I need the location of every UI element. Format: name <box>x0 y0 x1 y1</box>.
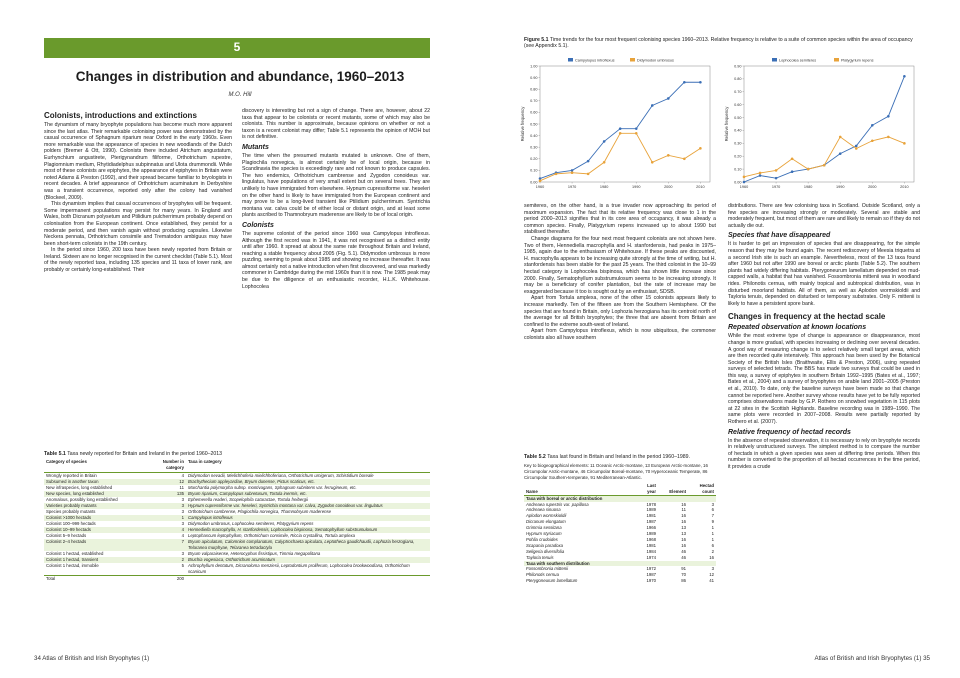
data-point <box>603 161 606 164</box>
count-cell: 4 <box>156 527 186 533</box>
year-cell: 1981 <box>646 542 656 548</box>
total-label: Total <box>44 576 156 583</box>
year-cell: 1972 <box>646 566 656 572</box>
plot-frame <box>744 66 914 182</box>
count-cell: 11 <box>179 484 184 490</box>
paragraph: The supreme colonist of the period since 1960 was Campylopus introflexus. Although the first record was in 1941, it was not recognised as a distinct entity until after 1960. It spread at about the same rate throughout Britain and Ireland, reaching a stable frequency about 2005 (Fig. 5.1). Didymodon umbrosus is more puzzling, seeming to peak about 1985 and showing no increase thereafter. It was almost certainly not a native introduction when first discovered, and was markedly commoner in Cambridge during the mid 1960s than it is now. The 1985 peak may be due to the diligence of an enthusiastic recorder, H.L.K. Whitehouse. Lophocolea <box>242 230 430 290</box>
name-cell: Hypnum styriacum <box>526 531 562 537</box>
category-cell: Colonist 1 hectad, immobile <box>46 563 99 569</box>
col-header: Category of species <box>44 459 156 472</box>
category-cell: New species, long established <box>44 491 156 497</box>
name-cell: Fossombronia mittenii <box>526 566 569 572</box>
year-cell: 1974 <box>646 554 656 560</box>
series-line <box>744 137 904 177</box>
right-column-1 <box>524 203 716 341</box>
col-header: Number in category <box>156 459 186 472</box>
data-point <box>571 169 574 172</box>
count-cell: 41 <box>709 578 714 584</box>
category-cell: Varieties probably mutants <box>44 503 156 509</box>
element-cell: 13 <box>681 531 686 537</box>
name-cell: Pterygoneurum lamellatum <box>526 578 578 584</box>
y-tick-label: 0.80 <box>530 87 538 92</box>
data-point <box>699 81 702 84</box>
data-point <box>743 176 746 179</box>
data-point <box>839 136 842 139</box>
paragraph: In the period since 1960, 200 taxa have been newly reported from Britain or Ireland. Sixteen are no longer recognised in the current checklist (Table 5.1). Most of the newly reported taxa, including 135 species and 11 taxa of lower rank, are probably or certainly long-established. Their <box>44 247 232 274</box>
table-5-1 <box>44 451 430 582</box>
table-5-2 <box>524 454 716 584</box>
name-cell: Aplodon wormskioldii <box>526 513 567 519</box>
count-cell: 3 <box>181 496 184 502</box>
table-group: Taxa with boreal or arctic distribution <box>524 495 716 501</box>
count-cell: 4 <box>181 472 184 478</box>
count-cell: 3 <box>181 508 184 514</box>
paragraph: It is harder to get an impression of species that are disappearing, for the simple reason that they may be found again. The recent rediscovery of Meesia triquetra at a second Irish site is such an example. Nevertheless, most of the 13 taxa found after 1960 but not after 1990 are boreal or arctic plants (Table 5.2). The southern plants had widely differing habitats. Pterygoneurum lamellatum depended on mud-capped walls, a habitat that has vanished. Fossombronia mittenii was in woodland rides. Philonotis cernua, with mainly tropical and subtropical distribution, was in disturbed moorland habitats. All of them, as well as Aplodon wormskioldii and Tayloria tenuis, depended on disturbed or temporary substrates. Only F. mittenii is likely to have a persistent spore bank. <box>728 241 920 307</box>
heading-repeated-observation: Repeated observation at known locations <box>728 324 867 332</box>
name-cell: Dicranum elongatum <box>526 519 566 525</box>
taxa-cell: Didymodon umbrosus, Lophocolea semiteres, Platygyrium repens <box>188 520 314 526</box>
legend-swatch <box>630 58 635 62</box>
y-tick-label: 0.30 <box>530 145 538 150</box>
count-cell: 5 <box>181 563 184 569</box>
paragraph: Change diagrams for the four next most frequent colonists are not shown here. Two of them, Hennediella macrophylla and H. stanfordensis, had peaks in 1975–1985, again due to the enthusiasm of Whitehouse. If these peaks are discounted, H. macrophylla appears to be increasing quite strongly at the time of writing, but H. stanfordensis has been stable for the past 25 years. The third colonist in the 10–99 hectad category is Lophocolea bispinosa, which has shown little increase since 2000. Finally, Sematophyllum substrumulosum seems to be increasing strongly. It may be a beneficiary of conifer plantation, but the rate of increase may be exaggerated because it too is sought out by an enthusiast, SDSB. <box>524 235 716 295</box>
table-5-2-grid <box>524 483 716 584</box>
heading-colonists-introductions: Colonists, introductions and extinctions <box>44 111 197 120</box>
year-cell: 1968 <box>646 536 656 542</box>
y-axis-label: Relative frequency <box>520 106 525 142</box>
paragraph: In the absence of repeated observation, it is necessary to rely on bryophyte records in relatively unstructured surveys. The simplest method is to compare the number of hectads in which a given species was seen at differing time periods. When this number is converted to the proportion of all hectad occurrences in the time period, it provides a crude <box>728 437 920 470</box>
year-cell: 1970 <box>646 578 656 584</box>
x-tick-label: 1970 <box>771 185 781 189</box>
x-tick-label: 1980 <box>803 185 813 189</box>
left-column-2 <box>242 108 430 290</box>
data-point <box>743 181 746 184</box>
y-axis-label: Relative frequency <box>724 106 729 142</box>
name-cell: Seligeria diversifolia <box>526 548 565 554</box>
paragraph: semiteres, on the other hand, is a true invader now approaching its period of maximum expansion. The fact that its relative frequency was close to 1 in the period 2000–2013 signifies that in its core area of occupancy, it was already a common species. Finally, Platygyrium repens increased up to about 1990 but stabilised thereafter. <box>524 203 716 236</box>
left-column-1 <box>44 108 232 274</box>
element-cell: 46 <box>681 548 686 554</box>
data-point <box>651 104 654 107</box>
x-tick-label: 2000 <box>868 185 877 189</box>
count-cell: 7 <box>711 513 714 519</box>
taxa-cell: Orthotrichum cambrense, Plagiochila norvegica, Thamnobryum maderense <box>188 508 332 514</box>
category-cell: Colonist 5–9 hectads <box>46 532 87 538</box>
taxa-cell: Bruchia vogesiaca, Orthotrichum acuminatum <box>186 557 430 563</box>
legend-label: Campylopus introflexus <box>575 58 615 63</box>
table-caption-label: Table 5.1 <box>44 451 66 457</box>
year-cell: 1987 <box>646 519 656 525</box>
data-point <box>887 136 890 139</box>
paragraph: While the most extreme type of change is appearance or disappearance, most change is more gradual, with species increasing or declining over several decades. A good way of measuring change is to select relatively small target areas, which are then recorded quite intensively. This approach has been used by the Botanical Society of the British Isles (Braithwaite, Ellis & Preston, 2006), using repeated surveys of selected tetrads. The BBS has made two surveys that could be used in this way, a survey of epiphytes in southern Britain 1992–1995 (Bates et al., 1997; Bates et al., 2004) and a survey of bryophytes on arable land 2001–2005 (Preston et al., 2010). To date, only the baseline surveys have been made so that change cannot be reported here. Another survey whose results have yet to be fully reported comprises observations made by G.P. Rothero on snowbed vegetation in 115 plots at 22 sites in the Scottish Highlands. Baseline recording was in 1989–1990. The same plots were recorded in 2007–2008. Results were partially reported by Rothero et al. (2007). <box>728 333 920 426</box>
footer-right: Atlas of British and Irish Bryophytes (1) 35 <box>814 655 930 662</box>
count-cell: 6 <box>711 507 714 513</box>
table-row <box>44 563 430 576</box>
taxa-cell: Brachythecium appleyardiae, Bryum dunense, Pictus scaticus, etc. <box>186 479 430 485</box>
table-caption-text: Taxa newly reported for Britain and Ireland in the period 1960–2013 <box>67 451 223 457</box>
count-cell: 16 <box>709 554 714 560</box>
category-cell: Colonist 10–99 hectads <box>44 527 156 533</box>
count-cell: 3 <box>181 520 184 526</box>
data-point <box>775 177 778 180</box>
heading-relative-frequency: Relative frequency of hectad records <box>728 428 851 436</box>
data-point <box>791 170 794 173</box>
y-tick-label: 0.20 <box>530 157 538 162</box>
count-cell: 2 <box>156 557 186 563</box>
element-cell: 16 <box>681 542 686 548</box>
paragraph: Apart from Tortula amplexa, none of the other 15 colonists appears likely to increase markedly. Ten of the fifteen are from the Southern Hemisphere. Of the species that are found in Britain, only Lophozia herzogiana has its centroid north of the average for all British bryophytes; the three that are absent from Britain are confined to the extreme south-west of Ireland. <box>524 295 716 328</box>
chapter-title: Changes in distribution and abundance, 1960–2013 <box>75 69 405 84</box>
legend-swatch <box>834 58 839 62</box>
figure-caption-label: Figure 5.1 <box>524 37 549 43</box>
legend-label: Platygyrium repens <box>841 58 874 63</box>
x-tick-label: 2010 <box>696 185 705 189</box>
category-cell: Anomalous, possibly long established <box>46 496 118 502</box>
category-cell: Species probably mutants <box>46 508 96 514</box>
data-point <box>775 169 778 172</box>
data-point <box>807 168 810 171</box>
name-cell: Pohlia crudoides <box>526 536 558 542</box>
category-cell: Wrongly reported in Britain <box>46 472 97 478</box>
data-point <box>619 132 622 135</box>
category-cell: Colonist 1 hectad, transient <box>44 557 156 563</box>
series-line <box>540 82 700 178</box>
count-cell: 2 <box>711 548 714 554</box>
element-cell: 16 <box>681 513 686 519</box>
table-group: Taxa with southern distribution <box>524 561 716 567</box>
y-tick-label: 0.80 <box>734 77 742 82</box>
count-cell: 3 <box>156 503 186 509</box>
data-point <box>539 180 542 183</box>
footer-left: 34 Atlas of British and Irish Bryophytes (1) <box>34 655 150 662</box>
figure-caption-text: Time trends for the four most frequent colonising species 1960–2013. Relative frequency is relative to a suite of common species within the area of occupancy (see Appendix 5.1). <box>524 37 913 50</box>
name-cell: Grimmia sessitana <box>526 525 562 531</box>
taxa-cell: Campylopus introflexus <box>186 515 430 521</box>
name-cell: Andreaea rupestris var. papillosa <box>526 501 589 507</box>
table-caption-text: Taxa last found in Britain and Ireland in the period 1960–1989. <box>547 454 690 460</box>
data-point <box>683 158 686 161</box>
year-cell: 1978 <box>646 501 656 507</box>
category-cell: Subsumed in another taxon <box>44 479 156 485</box>
data-point <box>667 97 670 100</box>
paragraph: Apart from Campylopus introflexus, which is now ubiquitous, the commoner colonists also all have southern <box>524 328 716 341</box>
y-tick-label: 0.30 <box>734 141 742 146</box>
figure-caption <box>524 37 920 50</box>
category-cell: Colonist 2–4 hectads <box>44 539 156 551</box>
y-tick-label: 0.70 <box>530 99 538 104</box>
year-cell: 1981 <box>646 513 656 519</box>
chapter-number: 5 <box>44 38 430 58</box>
count-cell: 3 <box>711 566 714 572</box>
taxa-cell: Ephemerella readeri, Scopelophila cataractae, Tortula freibergii <box>188 496 308 502</box>
year-cell: 1987 <box>646 572 656 578</box>
taxa-cell: Bryum valparaisense, Heterocyphus fissistipus, Timmia megapolitana <box>188 551 321 557</box>
col-header: Hectad count <box>688 483 716 495</box>
y-tick-label: 0.00 <box>734 180 742 185</box>
table-caption-label: Table 5.2 <box>524 454 546 460</box>
data-point <box>791 158 794 161</box>
taxa-cell: Leptophascum leptophyllum, Orthotrichum consimile, Riccia crystallina, Tortula amplexa <box>188 532 356 538</box>
count-cell: 9 <box>711 519 714 525</box>
data-point <box>759 172 762 175</box>
col-header: Taxa in category <box>186 459 430 472</box>
element-cell: 86 <box>681 578 686 584</box>
legend-swatch <box>568 58 573 62</box>
x-tick-label: 2010 <box>900 185 909 189</box>
category-cell: Colonist >1000 hectads <box>44 515 156 521</box>
table-row <box>44 539 430 551</box>
y-tick-label: 0.60 <box>734 102 742 107</box>
name-cell: Tayloria tenuis <box>526 554 554 560</box>
element-cell: 11 <box>681 507 686 513</box>
table-row <box>524 578 716 584</box>
y-tick-label: 0.90 <box>530 75 538 80</box>
taxa-cell: Hypnum cupressiforme var. heseleri, Syntrichia montana var. calva, Zygodon conoideus var. lingulatus <box>186 503 430 509</box>
element-cell: 13 <box>681 525 686 531</box>
element-cell: 16 <box>681 501 686 507</box>
taxa-cell: Didymodon nevadii, Mielichhoferia mielichhoferiana, Orthotrichum urnigerum, Schistidium boreale <box>188 472 374 478</box>
element-cell: 16 <box>681 519 686 525</box>
element-cell: 70 <box>681 572 686 578</box>
heading-species-disappeared: Species that have disappeared <box>728 232 831 240</box>
taxa-cell: Bryum riparium, Campylopus subretusum, Tortula inermis, etc. <box>186 491 430 497</box>
count-cell: 1 <box>156 515 186 521</box>
data-point <box>699 147 702 150</box>
count-cell: 1 <box>711 531 714 537</box>
data-point <box>759 174 762 177</box>
heading-hectad-scale: Changes in frequency at the hectad scale <box>728 312 886 322</box>
data-point <box>635 132 638 135</box>
data-point <box>587 173 590 176</box>
name-cell: Philonotis cernua <box>526 572 559 578</box>
data-point <box>539 177 542 180</box>
paragraph: The time when the presumed mutants mutated is unknown. One of them, Plagiochila norvegica, is almost certainly be of local origin, because in Scandinavia the species is exceedingly rare and not known to produce capsules. The two endemics, Orthotrichum cambrense and Zygodon conoideus var. lingulatus, have populations of very small extent but on several trees. They are unlikely to have immigrated from elsewhere. Hypnum cupressiforme var. heseleri on the other hand is likely to have immigrated from the European continent and may prove to be a long-lived transient like Ptilidium pulcherrimum. Syntrichia montana var. calva could be of either local or distant origin, and at least some plants ascribed to Thamnobryum maderense are likely to be of local origin. <box>242 152 430 219</box>
year-cell: 1989 <box>646 507 656 513</box>
count-cell: 12 <box>709 572 714 578</box>
paragraph: This dynamism implies that casual occurrences of bryophytes will be frequent. Some impermanent populations may persist for many years. In England and Wales, both Dicranum polysetum and Ptilidium pulcherrimum probably depend on colonisation from the European continent. Once established, they persist for a moderate period, and then vanish again without producing capsules. Likewise Neckera pennata, Orthotrichum consimile and Trematodon ambiguus may have been short-term colonists in the 19th century. <box>44 201 232 247</box>
y-tick-label: 0.60 <box>530 110 538 115</box>
data-point <box>839 152 842 155</box>
x-tick-label: 2000 <box>664 185 673 189</box>
count-cell: 3 <box>181 551 184 557</box>
count-cell: 6 <box>711 542 714 548</box>
y-tick-label: 1.00 <box>530 64 538 69</box>
series-line <box>540 133 700 181</box>
count-cell: 3 <box>711 501 714 507</box>
element-cell: 91 <box>681 566 686 572</box>
data-point <box>635 127 638 130</box>
count-cell: 12 <box>156 479 186 485</box>
table-key: Key to biogeographical elements: 11 Oceanic Arctic-montane, 13 European Arctic-montane, 16 Circumpolar Arctic-montane, 46 Circumpolar Boreal-montane, 70 Hyperoceanic Temperate, 86 Circumpolar Southern-temperate, 91 Mediterranean-Atlantic. <box>524 463 708 480</box>
data-point <box>587 160 590 163</box>
y-tick-label: 0.20 <box>734 154 742 159</box>
year-cell: 1989 <box>646 531 656 537</box>
legend-label: Didymodon umbrosus <box>637 58 674 63</box>
heading-colonists: Colonists <box>242 221 274 229</box>
category-cell: New infraspecies, long established <box>46 484 113 490</box>
paragraph: The dynamism of many bryophyte populations has become much more apparent since the last atlas. Their remarkable colonising power was demonstrated by the casual occurrence of Sphagnum riparium near Oxford in the early 1960s. Even more remarkable was the appearance of species in new woodlands of the Dutch polders (Bremer & Ott, 1990). Colonists there included Atrichum angustatum, Eurhynchium angustirete, Pterigynandrum filiforme, Orthotrichum rupestre, Plagiomnium medium, Rhytidiadelphus subpinnatus and Ulota drummondii. While most of these colonists are epiphytes, the appearance of epiphytes in Britain were noted Adams & Preston (1992), and their spread became familiar to bryologists in recent decades. A brief appearance of Orthotrichum acuminatum in Derbyshire was a transient occurrence, reported only after the colony had vanished (Blockeel, 2009). <box>44 122 233 201</box>
data-point <box>903 75 906 78</box>
chapter-author: M.O. Hill <box>228 92 252 98</box>
legend-swatch <box>772 58 777 62</box>
data-point <box>555 173 558 176</box>
data-point <box>855 145 858 148</box>
paragraph: distributions. There are few colonising taxa in Scotland. Outside Scotland, only a few species are increasing strongly or moderately. Several are stable and moderately frequent, but most of them are rare and likely to remain so if they do not actually die out. <box>728 203 920 229</box>
right-column-2 <box>728 203 920 471</box>
category-cell: Colonist 1 hectad, established <box>46 551 104 557</box>
count-cell: 135 <box>156 491 186 497</box>
y-tick-label: 0.10 <box>734 167 742 172</box>
data-point <box>667 154 670 157</box>
data-point <box>871 139 874 142</box>
data-point <box>683 81 686 84</box>
data-point <box>571 171 574 174</box>
paragraph: discovery is interesting but not a sign of change. There are, however, about 22 taxa that appear to be colonists or recent mutants, some of which may also be colonists. This number is approximate, because opinions on whether or not a taxon is a recent colonist may differ; Table 5.1 represents the opinion of MOH but is not definitive. <box>242 108 430 141</box>
chart-colonists-a <box>518 54 716 196</box>
x-tick-label: 1980 <box>599 185 609 189</box>
year-cell: 1984 <box>646 548 656 554</box>
total-value: 200 <box>156 576 186 583</box>
count-cell: 1 <box>711 536 714 542</box>
x-tick-label: 1960 <box>535 185 545 189</box>
data-point <box>651 161 654 164</box>
data-point <box>887 115 890 118</box>
y-tick-label: 0.40 <box>530 133 538 138</box>
data-point <box>903 142 906 145</box>
count-cell: 7 <box>156 539 186 551</box>
legend-label: Lophocolea semiteres <box>779 58 817 63</box>
y-tick-label: 0.50 <box>530 122 538 127</box>
y-tick-label: 0.00 <box>530 180 538 185</box>
taxa-cell: Marchantia polymorpha subsp. montivagans, Sphagnum subnitens var. ferrugineum, etc. <box>188 484 357 490</box>
col-header: Element <box>658 483 688 495</box>
col-header: Name <box>524 483 636 495</box>
element-cell: 46 <box>681 554 686 560</box>
x-tick-label: 1960 <box>739 185 749 189</box>
y-tick-label: 0.10 <box>530 168 538 173</box>
data-point <box>855 147 858 150</box>
x-tick-label: 1990 <box>631 185 641 189</box>
year-cell: 1966 <box>646 525 656 531</box>
name-cell: Scapania paradoxa <box>526 542 564 548</box>
taxa-cell: Bryum apiculatum, Calomnion complanatum, Calyptrochaeta apiculata, Leptotheca gaudichaudii, Lophozia herzogiana, Telaranea murphyae, Telaranea tetradactyla <box>186 539 430 551</box>
data-point <box>871 124 874 127</box>
y-tick-label: 0.90 <box>734 64 742 69</box>
x-tick-label: 1990 <box>835 185 845 189</box>
taxa-cell: Achrophyllum dentatum, Dicranoloma menziesii, Leptodontium proliferum, Lophocolea brookwoodiana, Orthotrichum scanicum <box>188 563 410 575</box>
data-point <box>619 127 622 130</box>
count-cell: 1 <box>711 525 714 531</box>
y-tick-label: 0.70 <box>734 90 742 95</box>
element-cell: 16 <box>681 536 686 542</box>
name-cell: Andreaea sinuosa <box>526 507 561 513</box>
data-point <box>823 164 826 167</box>
data-point <box>603 140 606 143</box>
x-tick-label: 1970 <box>567 185 577 189</box>
col-header: Last year <box>636 483 658 495</box>
taxa-cell: Hennediella macrophylla, H. stanfordensis, Lophocolea bispinosa, Sematophyllum substrumulosum <box>186 527 430 533</box>
category-cell: Colonist 100–999 hectads <box>46 520 96 526</box>
chart-colonists-b <box>722 54 920 196</box>
y-tick-label: 0.40 <box>734 128 742 133</box>
y-tick-label: 0.50 <box>734 115 742 120</box>
heading-mutants: Mutants <box>242 143 269 151</box>
count-cell: 4 <box>181 532 184 538</box>
table-5-1-grid <box>44 459 430 582</box>
